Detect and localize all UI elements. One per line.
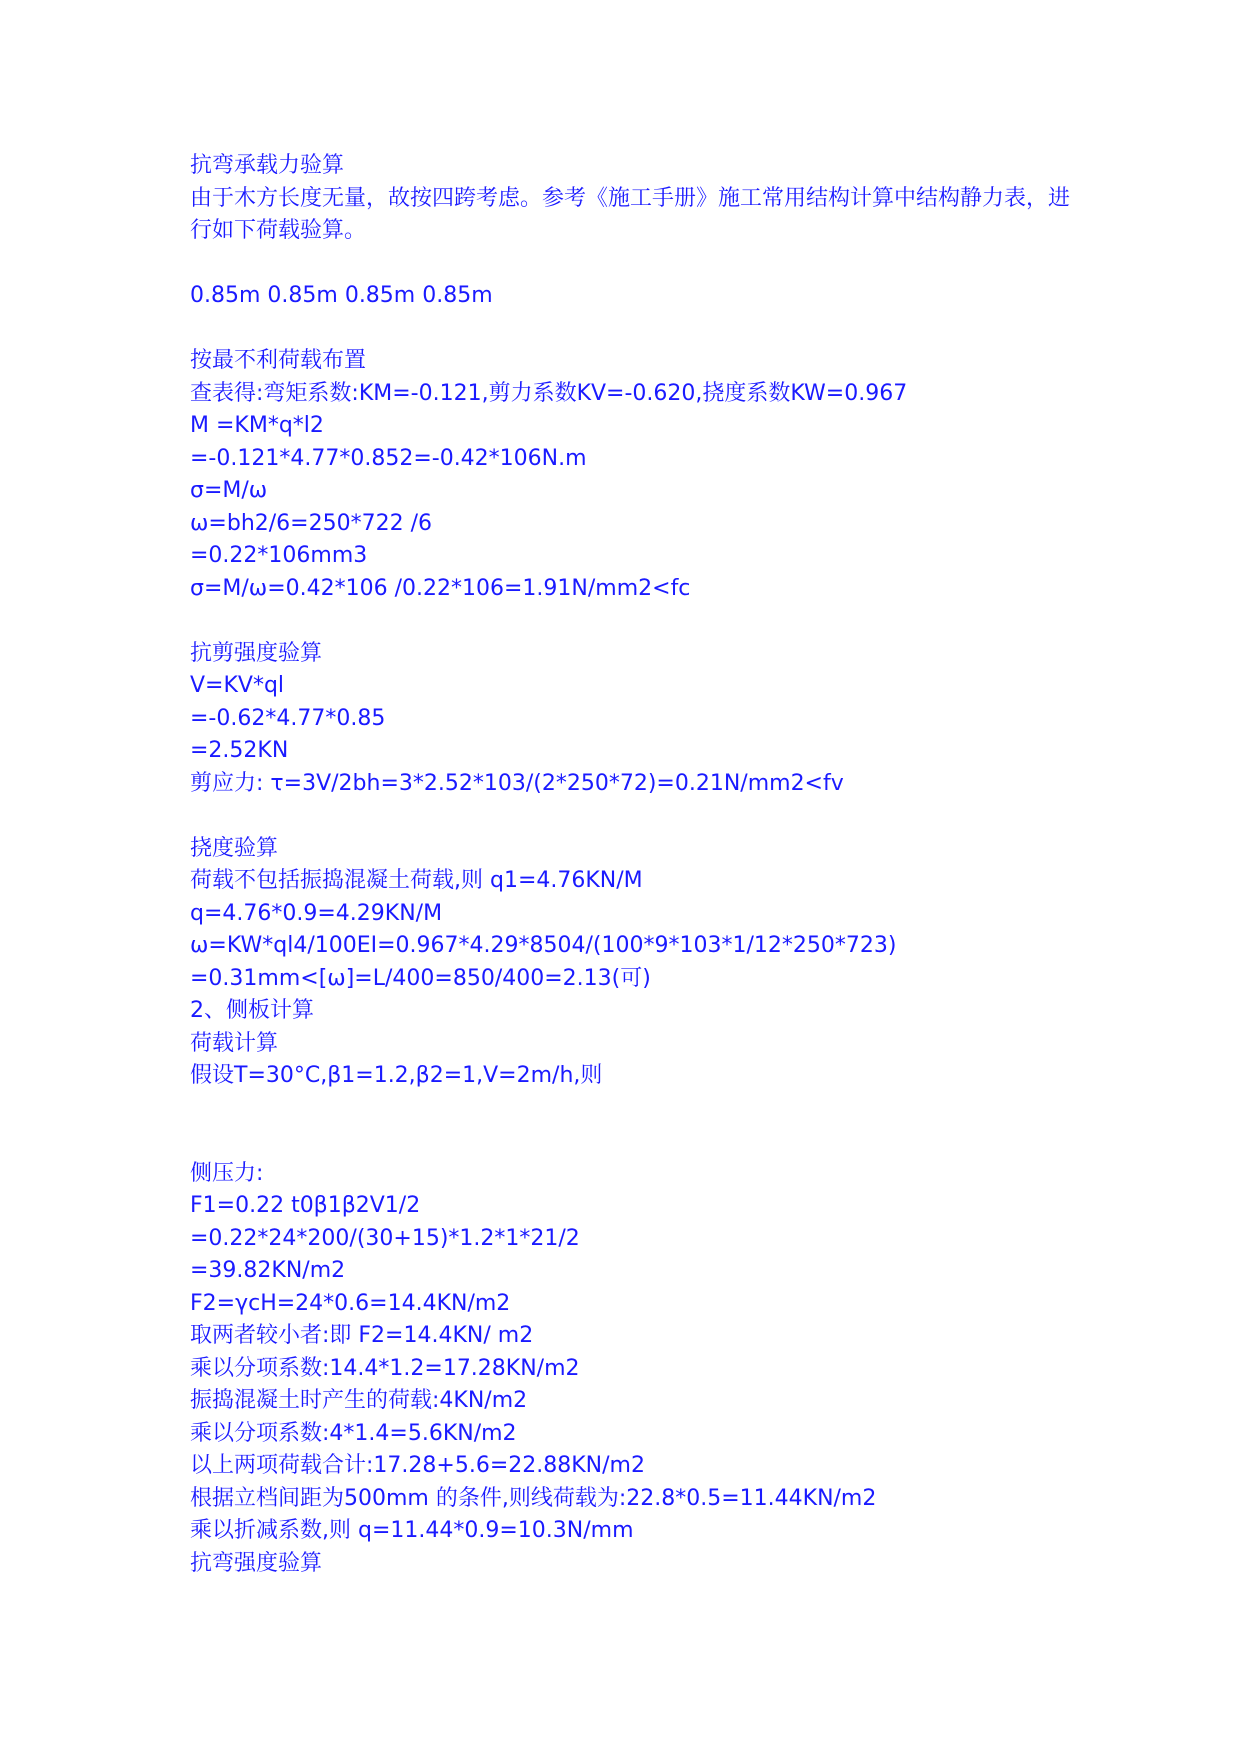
spacer bbox=[190, 605, 1090, 638]
calc-line: 按最不利荷载布置 bbox=[190, 348, 367, 373]
calc-line: 查表得:弯矩系数:KM=-0.121,剪力系数KV=-0.620,挠度系数KW=0.967 bbox=[190, 380, 908, 406]
calc-line: =0.22*106mm3 bbox=[190, 543, 368, 568]
calc-line: 乘以分项系数:14.4*1.2=17.28KN/m2 bbox=[190, 1355, 580, 1381]
calc-line: 荷载不包括振捣混凝土荷载,则 q1=4.76KN/M bbox=[190, 868, 643, 893]
spacer bbox=[190, 248, 1090, 281]
calc-line: ω=KW*ql4/100EI=0.967*4.29*8504/(100*9*103*1/12*250*723) bbox=[190, 933, 897, 958]
section-title-bending-capacity: 抗弯承载力验算 bbox=[190, 153, 345, 178]
calc-line: F2=γcH=24*0.6=14.4KN/m2 bbox=[190, 1290, 511, 1316]
calc-line: σ=M/ω=0.42*106 /0.22*106=1.91N/mm2<fc bbox=[190, 575, 691, 601]
span-lengths: 0.85m 0.85m 0.85m 0.85m bbox=[190, 283, 493, 308]
section-title-side-pressure: 侧压力: bbox=[190, 1160, 264, 1186]
calc-line: 剪应力: τ=3V/2bh=3*2.52*103/(2*250*72)=0.21N/mm2<fv bbox=[190, 770, 844, 796]
calc-line: 荷载计算 bbox=[190, 1030, 279, 1056]
calc-line: 假设T=30°C,β1=1.2,β2=1,V=2m/h,则 bbox=[190, 1063, 603, 1088]
spacer bbox=[190, 800, 1090, 833]
calc-line: =0.31mm<[ω]=L/400=850/400=2.13(可) bbox=[190, 965, 651, 991]
calc-line: 乘以分项系数:4*1.4=5.6KN/m2 bbox=[190, 1420, 517, 1446]
calc-line: 2、侧板计算 bbox=[190, 998, 314, 1023]
section-title-deflection: 挠度验算 bbox=[190, 835, 279, 861]
calc-line: σ=M/ω bbox=[190, 478, 268, 503]
calc-line: =0.22*24*200/(30+15)*1.2*1*21/2 bbox=[190, 1225, 580, 1251]
section-title-bending-strength: 抗弯强度验算 bbox=[190, 1550, 323, 1576]
calc-line: =2.52KN bbox=[190, 738, 289, 763]
spacer bbox=[190, 1093, 1090, 1158]
calc-line: =-0.121*4.77*0.852=-0.42*106N.m bbox=[190, 445, 587, 471]
calc-line: 以上两项荷载合计:17.28+5.6=22.88KN/m2 bbox=[190, 1453, 645, 1478]
calc-line: V=KV*ql bbox=[190, 673, 285, 698]
calc-line: ω=bh2/6=250*722 /6 bbox=[190, 510, 432, 536]
calc-line: 振捣混凝土时产生的荷载:4KN/m2 bbox=[190, 1388, 528, 1413]
calc-line: 根据立档间距为500mm 的条件,则线荷载为:22.8*0.5=11.44KN/m2 bbox=[190, 1485, 877, 1511]
intro-paragraph: 由于木方长度无量，故按四跨考虑。参考《施工手册》施工常用结构计算中结构静力表，进行如下荷载验算。 bbox=[190, 185, 1071, 243]
calc-line: F1=0.22 t0β1β2V1/2 bbox=[190, 1193, 421, 1218]
calc-line: =39.82KN/m2 bbox=[190, 1258, 346, 1283]
calc-line: 乘以折减系数,则 q=11.44*0.9=10.3N/mm bbox=[190, 1518, 634, 1543]
calc-line: 取两者较小者:即 F2=14.4KN/ m2 bbox=[190, 1323, 534, 1348]
calc-line: q=4.76*0.9=4.29KN/M bbox=[190, 900, 443, 926]
calc-line: M =KM*q*l2 bbox=[190, 413, 324, 438]
section-title-shear-strength: 抗剪强度验算 bbox=[190, 640, 323, 666]
calc-line: =-0.62*4.77*0.85 bbox=[190, 705, 386, 731]
spacer bbox=[190, 313, 1090, 346]
document-body bbox=[190, 150, 1090, 1580]
